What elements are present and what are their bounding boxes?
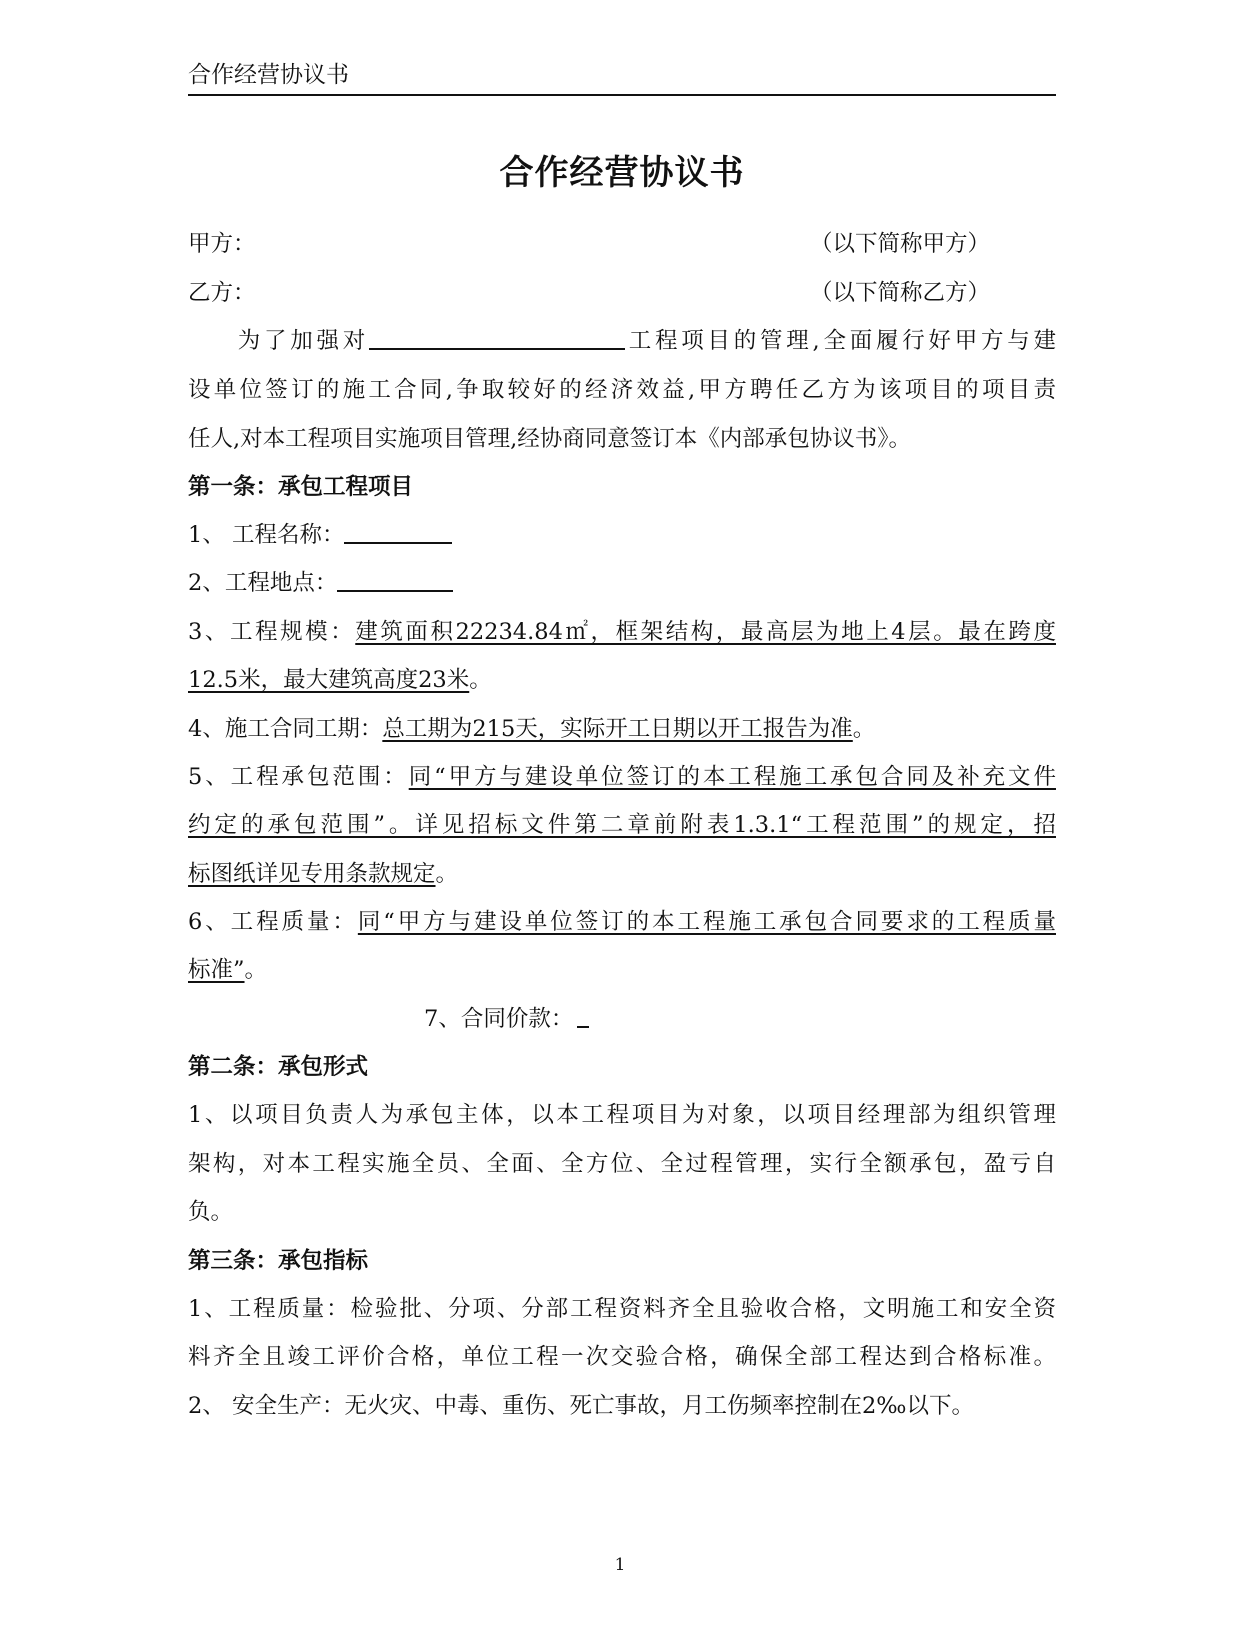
article-1-item-5-line-2	[188, 810, 1056, 840]
article-1-item-3-line-2	[188, 665, 1056, 695]
item-5-value-3: 标图纸详见专用条款规定	[188, 861, 436, 887]
item-6-value-1: 同“甲方与建设单位签订的本工程施工承包合同要求的工程质量	[357, 909, 1056, 935]
party-b-label: 乙方：	[188, 280, 256, 306]
article-1-item-5-line-3	[188, 859, 1056, 889]
article-1-item-7	[424, 1004, 824, 1034]
article-1-item-6-line-2	[188, 955, 1056, 985]
item-4-value: 总工期为215天，实际开工日期以开工报告为准	[382, 716, 853, 742]
article-1-item-3-line-1	[188, 617, 1056, 647]
article-1-item-5-line-1	[188, 762, 1056, 792]
party-a-line	[188, 229, 1056, 259]
article-2-line-1: 1、以项目负责人为承包主体，以本工程项目为对象，以项目经理部为组织管理	[188, 1102, 1056, 1128]
item-6-label: 6、工程质量：	[188, 909, 358, 935]
item-1-label: 1、 工程名称：	[188, 522, 345, 548]
article-3-line-2: 料齐全且竣工评价合格，单位工程一次交验合格，确保全部工程达到合格标准。	[188, 1344, 1056, 1370]
item-6-value-2: 标准”	[188, 957, 245, 983]
running-header: 合作经营协议书	[188, 60, 1056, 96]
article-2-line-3: 负。	[188, 1199, 234, 1225]
party-b-note: （以下简称乙方）	[810, 280, 991, 306]
article-1-item-1	[188, 520, 1056, 550]
item-7-label: 7、合同价款：	[424, 1006, 574, 1032]
document-title: 合作经营协议书	[499, 153, 745, 193]
item-4-end: 。	[852, 716, 876, 742]
item-3-label: 3、工程规模：	[188, 619, 356, 645]
item-2-label: 2、工程地点：	[188, 570, 338, 596]
item-5-value-1: 同“甲方与建设单位签订的本工程施工承包合同及补充文件	[408, 764, 1056, 790]
item-6-end: 。	[244, 957, 268, 983]
item-4-label: 4、施工合同工期：	[188, 716, 383, 742]
intro-line-1	[188, 326, 1056, 356]
article-2-heading: 第二条：承包形式	[188, 1054, 369, 1080]
article-3-line-3: 2、 安全生产：无火灾、中毒、重伤、死亡事故，月工伤频率控制在2‰以下。	[188, 1393, 974, 1419]
page-number: 1	[614, 1555, 626, 1575]
party-a-label: 甲方：	[188, 231, 256, 257]
item-5-value-2: 约定的承包范围”。详见招标文件第二章前附表1.3.1“工程范围”的规定，招	[188, 812, 1056, 838]
article-2-line-2: 架构，对本工程实施全员、全面、全方位、全过程管理，实行全额承包，盈亏自	[188, 1151, 1056, 1177]
article-1-item-6-line-1	[188, 907, 1056, 937]
article-3-line-1: 1、工程质量：检验批、分项、分部工程资料齐全且验收合格，文明施工和安全资	[188, 1296, 1056, 1322]
party-b-line	[188, 278, 1056, 308]
article-1-item-4	[188, 714, 1056, 744]
article-1-heading: 第一条：承包工程项目	[188, 474, 414, 500]
party-a-note: （以下简称甲方）	[810, 231, 991, 257]
item-5-end: 。	[435, 861, 459, 887]
item-3-value-1: 建筑面积22234.84㎡，框架结构，最高层为地上4层。最在跨度	[355, 619, 1056, 645]
project-name-field-blank	[344, 520, 452, 544]
item-3-value-2: 12.5米，最大建筑高度23米	[188, 667, 470, 693]
intro-suffix: 工程项目的管理,全面履行好甲方与建	[625, 328, 1056, 354]
item-5-label: 5、工程承包范围：	[188, 764, 409, 790]
project-location-blank	[337, 568, 453, 592]
project-name-blank	[369, 326, 625, 350]
item-3-end: 。	[469, 667, 492, 693]
article-1-item-2	[188, 568, 1056, 598]
intro-line-3: 任人,对本工程项目实施项目管理,经协商同意签订本《内部承包协议书》。	[188, 426, 912, 452]
contract-price-blank	[577, 1004, 589, 1028]
intro-line-2: 设单位签订的施工合同,争取较好的经济效益,甲方聘任乙方为该项目的项目责	[188, 377, 1056, 403]
intro-prefix: 为了加强对	[234, 328, 370, 354]
article-3-heading: 第三条：承包指标	[188, 1248, 369, 1274]
